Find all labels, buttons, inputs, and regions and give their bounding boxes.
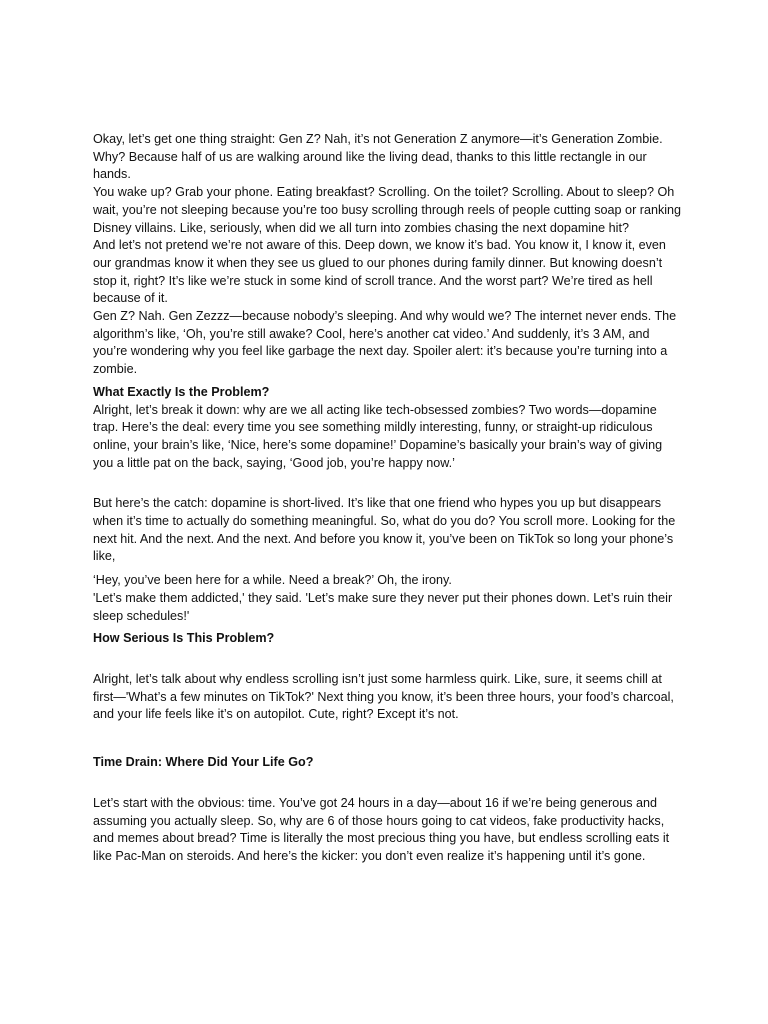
paragraph: And let’s not pretend we’re not aware of this. Deep down, we know it’s bad. You know it, I know it, even our grandmas know it when they see us glued to our phones during family dinner. But knowing doesn’t stop it, right? It’s like we’re stuck in some kind of scroll trance. And the worst part? We’re tired as hell because of it. xyxy=(93,238,666,306)
document-body xyxy=(93,131,683,866)
paragraph: Alright, let’s break it down: why are we all acting like tech-obsessed zombies? Two words—dopamine trap. Here’s the deal: every time you see something mildly interesting, funny, or straight-up ridiculous online, your brain’s like, ‘Nice, here’s some dopamine!’ Dopamine’s basically your brain’s way of giving you a little pat on the back, saying, ‘Good job, you’re happy now.’ xyxy=(93,402,663,470)
paragraph: But here’s the catch: dopamine is short-lived. It’s like that one friend who hypes you up but disappears when it’s time to actually do something meaningful. So, what do you do? You scroll more. Looking for the next hit. And the next. And the next. And before you know it, you’ve been on TikTok so long your phone’s like, xyxy=(93,496,676,564)
paragraph: You wake up? Grab your phone. Eating breakfast? Scrolling. On the toilet? Scrolling. About to sleep? Oh wait, you’re not sleeping because you’re too busy scrolling through reels of people cutting soap or ranking Disney villains. Like, seriously, when did we all turn into zombies chasing the next dopamine hit? xyxy=(93,185,682,235)
section-heading: Time Drain: Where Did Your Life Go? xyxy=(93,755,314,770)
section-heading: How Serious Is This Problem? xyxy=(93,631,275,646)
section-heading: What Exactly Is the Problem? xyxy=(93,384,270,399)
paragraph: Let’s start with the obvious: time. You’ve got 24 hours in a day—about 16 if we’re being generous and assuming you actually sleep. So, why are 6 of those hours going to cat videos, fake productivity hacks, and memes about bread? Time is literally the most precious thing you have, but endless scrolling eats it like Pac-Man on steroids. And here’s the kicker: you don’t even realize it’s happening until it’s gone. xyxy=(93,795,670,863)
paragraph: ‘Hey, you’ve been here for a while. Need a break?’ Oh, the irony. xyxy=(93,573,452,588)
paragraph: 'Let’s make them addicted,' they said. 'Let’s make sure they never put their phones down. Let’s ruin their sleep schedules!' xyxy=(93,590,673,623)
paragraph: Okay, let’s get one thing straight: Gen Z? Nah, it’s not Generation Z anymore—it’s Generation Zombie. Why? Because half of us are walking around like the living dead, thanks to this little rectangle in our hands. xyxy=(93,132,663,182)
paragraph: Gen Z? Nah. Gen Zezzz—because nobody’s sleeping. And why would we? The internet never ends. The algorithm’s like, ‘Oh, you’re still awake? Cool, here’s another cat video.’ And suddenly, it’s 3 AM, and you’re wondering why you feel like garbage the next day. Spoiler alert: it’s because you’re turning into a zombie. xyxy=(93,309,677,377)
paragraph: Alright, let’s talk about why endless scrolling isn’t just some harmless quirk. Like, sure, it seems chill at first—'What’s a few minutes on TikTok?' Next thing you know, it’s been three hours, your food’s charcoal, and your life feels like it’s on autopilot. Cute, right? Except it’s not. xyxy=(93,671,674,722)
